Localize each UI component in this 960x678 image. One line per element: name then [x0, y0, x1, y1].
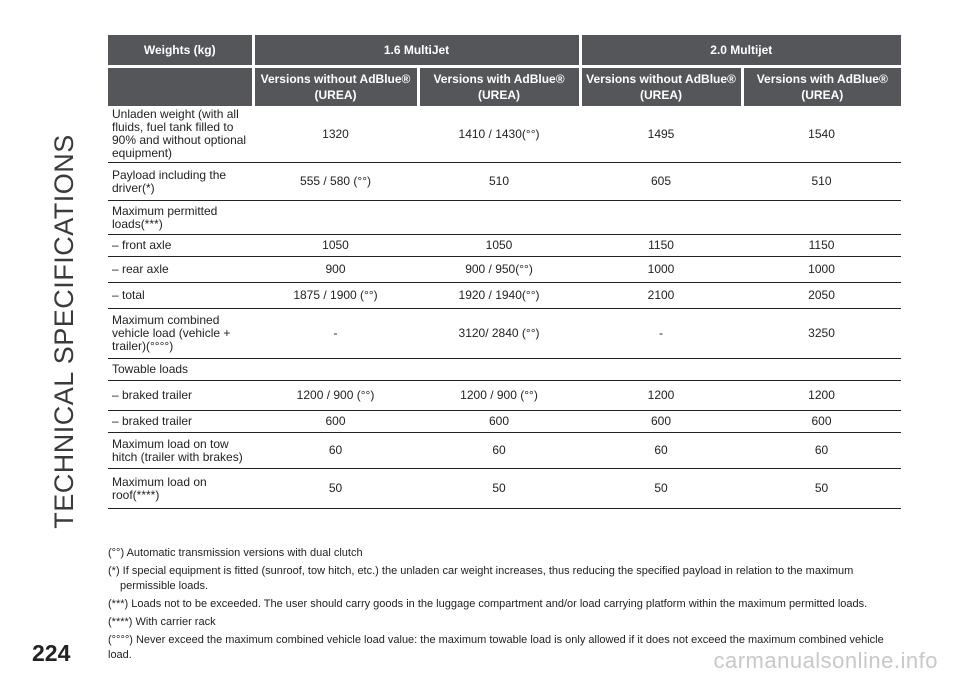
table-row: [108, 201, 901, 235]
header-engine-16: 1.6 MultiJet: [253, 35, 580, 67]
table-subheader-row: [108, 67, 901, 107]
footnote: (*) If special equipment is fitted (sunroof, tow hitch, etc.) the unladen car weight increases, thus reducing the specified payload in relation to the maximum permissible loads.: [108, 565, 854, 592]
table-row: [108, 235, 901, 257]
row-value: 900 / 950(°°): [418, 257, 580, 283]
row-value: [418, 201, 580, 235]
row-value: -: [580, 309, 742, 359]
footnote: (***) Loads not to be exceeded. The user should carry goods in the luggage compartment and/or load carrying platform within the maximum permitted loads.: [108, 598, 868, 610]
table-row: [108, 283, 901, 309]
row-value: 510: [418, 163, 580, 201]
row-value: 605: [580, 163, 742, 201]
row-value: 2050: [742, 283, 901, 309]
table-row: [108, 359, 901, 381]
footnote: (****) With carrier rack: [108, 616, 216, 628]
row-label: – rear axle: [108, 257, 253, 283]
row-value: 600: [742, 411, 901, 433]
table-row: [108, 309, 901, 359]
table-row: [108, 106, 901, 163]
row-value: 1875 / 1900 (°°): [253, 283, 418, 309]
row-value: 1200 / 900 (°°): [253, 381, 418, 411]
row-value: 600: [580, 411, 742, 433]
section-title-vertical: [44, 36, 84, 626]
subheader-16-with-adblue: Versions with AdBlue® (UREA): [418, 67, 580, 107]
row-value: 1410 / 1430(°°): [418, 106, 580, 163]
row-label: Payload including the driver(*): [108, 163, 253, 201]
row-value: 900: [253, 257, 418, 283]
row-value: 50: [418, 469, 580, 509]
header-engine-20: 2.0 Multijet: [580, 35, 901, 67]
row-value: 1320: [253, 106, 418, 163]
row-value: 1150: [742, 235, 901, 257]
row-value: 1150: [580, 235, 742, 257]
row-value: [253, 359, 418, 381]
row-label: Maximum load on roof(****): [108, 469, 253, 509]
row-value: 510: [742, 163, 901, 201]
row-value: [580, 201, 742, 235]
row-value: 50: [742, 469, 901, 509]
row-value: 555 / 580 (°°): [253, 163, 418, 201]
row-label: Maximum load on tow hitch (trailer with brakes): [108, 433, 253, 469]
row-value: 60: [418, 433, 580, 469]
row-value: 600: [418, 411, 580, 433]
row-label: – total: [108, 283, 253, 309]
footnote: (°°°°) Never exceed the maximum combined vehicle load value: the maximum towable load is only allowed if it does not exceed the maximum combined vehicle load.: [108, 634, 884, 661]
table-header-row: [108, 35, 901, 67]
page-number: 224: [32, 640, 71, 666]
weights-table: [108, 35, 901, 509]
table-row: [108, 433, 901, 469]
row-value: [742, 201, 901, 235]
row-value: 1050: [253, 235, 418, 257]
row-value: 600: [253, 411, 418, 433]
row-label: – front axle: [108, 235, 253, 257]
row-value: 2100: [580, 283, 742, 309]
row-value: 60: [742, 433, 901, 469]
subheader-blank: [108, 67, 253, 107]
row-value: -: [253, 309, 418, 359]
row-value: 1000: [742, 257, 901, 283]
row-value: [580, 359, 742, 381]
table-row: [108, 411, 901, 433]
subheader-20-with-adblue: Versions with AdBlue® (UREA): [742, 67, 901, 107]
subheader-20-without-adblue: Versions without AdBlue® (UREA): [580, 67, 742, 107]
row-value: 1495: [580, 106, 742, 163]
row-label: – braked trailer: [108, 381, 253, 411]
row-value: 50: [253, 469, 418, 509]
row-label: Unladen weight (with all fluids, fuel tank filled to 90% and without optional equipment): [108, 106, 253, 163]
table-row: [108, 469, 901, 509]
row-value: 60: [253, 433, 418, 469]
row-value: 1200 / 900 (°°): [418, 381, 580, 411]
table-row: [108, 381, 901, 411]
table-row: [108, 257, 901, 283]
watermark: carmanualsonline.info: [713, 648, 938, 673]
row-value: [418, 359, 580, 381]
header-weights: Weights (kg): [108, 35, 253, 67]
row-label: Maximum permitted loads(***): [108, 201, 253, 235]
row-label: – braked trailer: [108, 411, 253, 433]
subheader-16-without-adblue: Versions without AdBlue® (UREA): [253, 67, 418, 107]
row-label: Towable loads: [108, 359, 253, 381]
row-value: 1000: [580, 257, 742, 283]
row-value: 50: [580, 469, 742, 509]
row-value: 1200: [742, 381, 901, 411]
row-value: 1540: [742, 106, 901, 163]
row-value: 1200: [580, 381, 742, 411]
row-value: 60: [580, 433, 742, 469]
row-value: 1920 / 1940(°°): [418, 283, 580, 309]
row-value: [253, 201, 418, 235]
row-value: 3250: [742, 309, 901, 359]
table-row: [108, 163, 901, 201]
row-value: 1050: [418, 235, 580, 257]
row-value: [742, 359, 901, 381]
row-value: 3120/ 2840 (°°): [418, 309, 580, 359]
row-label: Maximum combined vehicle load (vehicle + trailer)(°°°°): [108, 309, 253, 359]
section-title-text: TECHNICAL SPECIFICATIONS: [48, 133, 79, 529]
footnote: (°°) Automatic transmission versions with dual clutch: [108, 547, 363, 559]
